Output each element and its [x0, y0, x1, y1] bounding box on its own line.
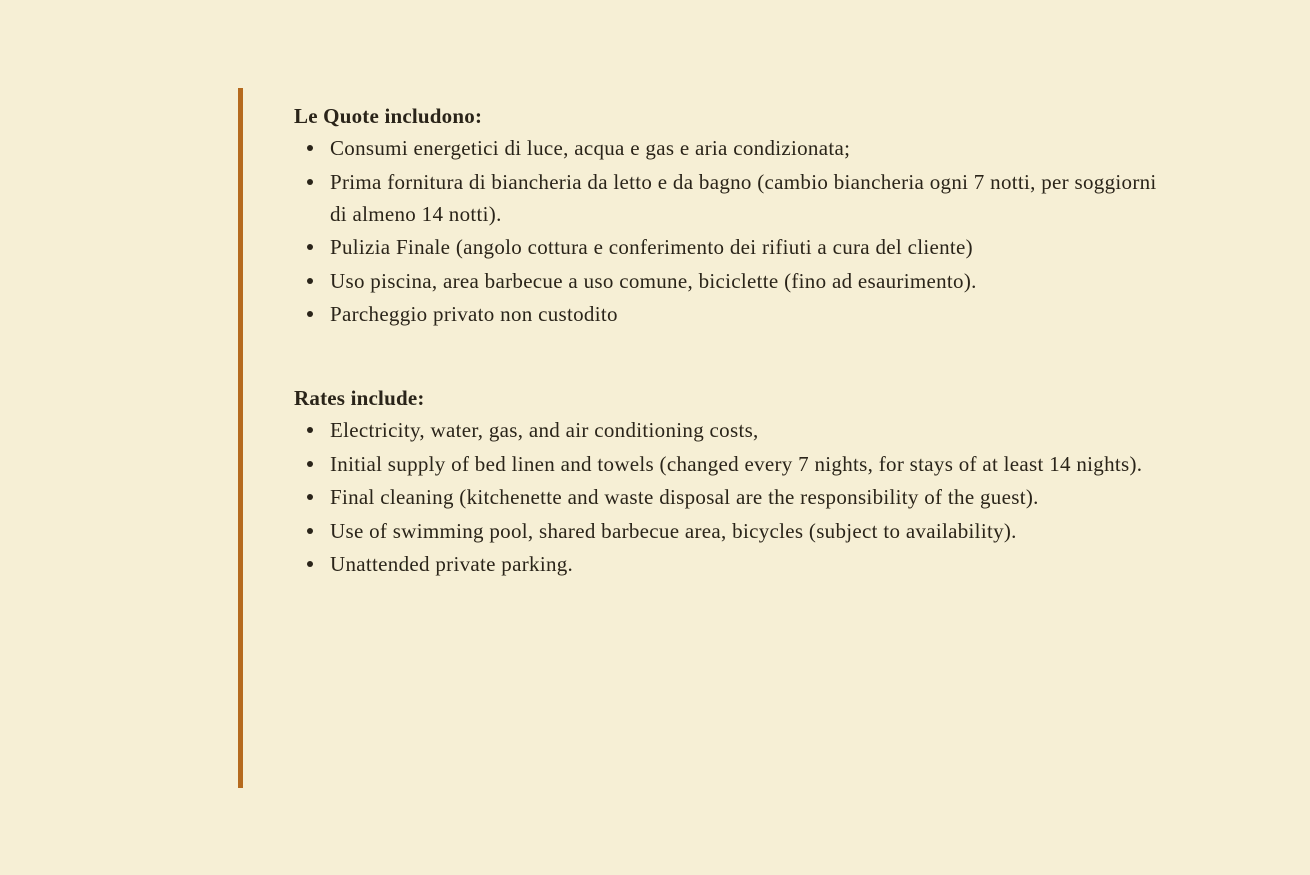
list-item: Final cleaning (kitchenette and waste disposal are the responsibility of the guest).	[294, 481, 1174, 513]
list-item: Electricity, water, gas, and air conditioning costs,	[294, 414, 1174, 446]
section-italian	[294, 100, 1174, 330]
section-heading-english: Rates include:	[294, 386, 425, 410]
list-item: Unattended private parking.	[294, 548, 1174, 580]
section-english	[294, 382, 1174, 580]
list-item: Pulizia Finale (angolo cottura e conferimento dei rifiuti a cura del cliente)	[294, 231, 1174, 263]
rates-content	[294, 100, 1174, 582]
accent-bar	[238, 88, 243, 788]
list-item: Uso piscina, area barbecue a uso comune, biciclette (fino ad esaurimento).	[294, 265, 1174, 297]
list-item: Consumi energetici di luce, acqua e gas e aria condizionata;	[294, 132, 1174, 164]
list-italian	[294, 132, 1174, 330]
list-english	[294, 414, 1174, 580]
list-item: Initial supply of bed linen and towels (changed every 7 nights, for stays of at least 14 nights).	[294, 448, 1174, 480]
list-item: Parcheggio privato non custodito	[294, 298, 1174, 330]
list-item: Use of swimming pool, shared barbecue area, bicycles (subject to availability).	[294, 515, 1174, 547]
section-heading-italian: Le Quote includono:	[294, 104, 483, 128]
list-item: Prima fornitura di biancheria da letto e da bagno (cambio biancheria ogni 7 notti, per soggiorni di almeno 14 notti).	[294, 166, 1174, 230]
